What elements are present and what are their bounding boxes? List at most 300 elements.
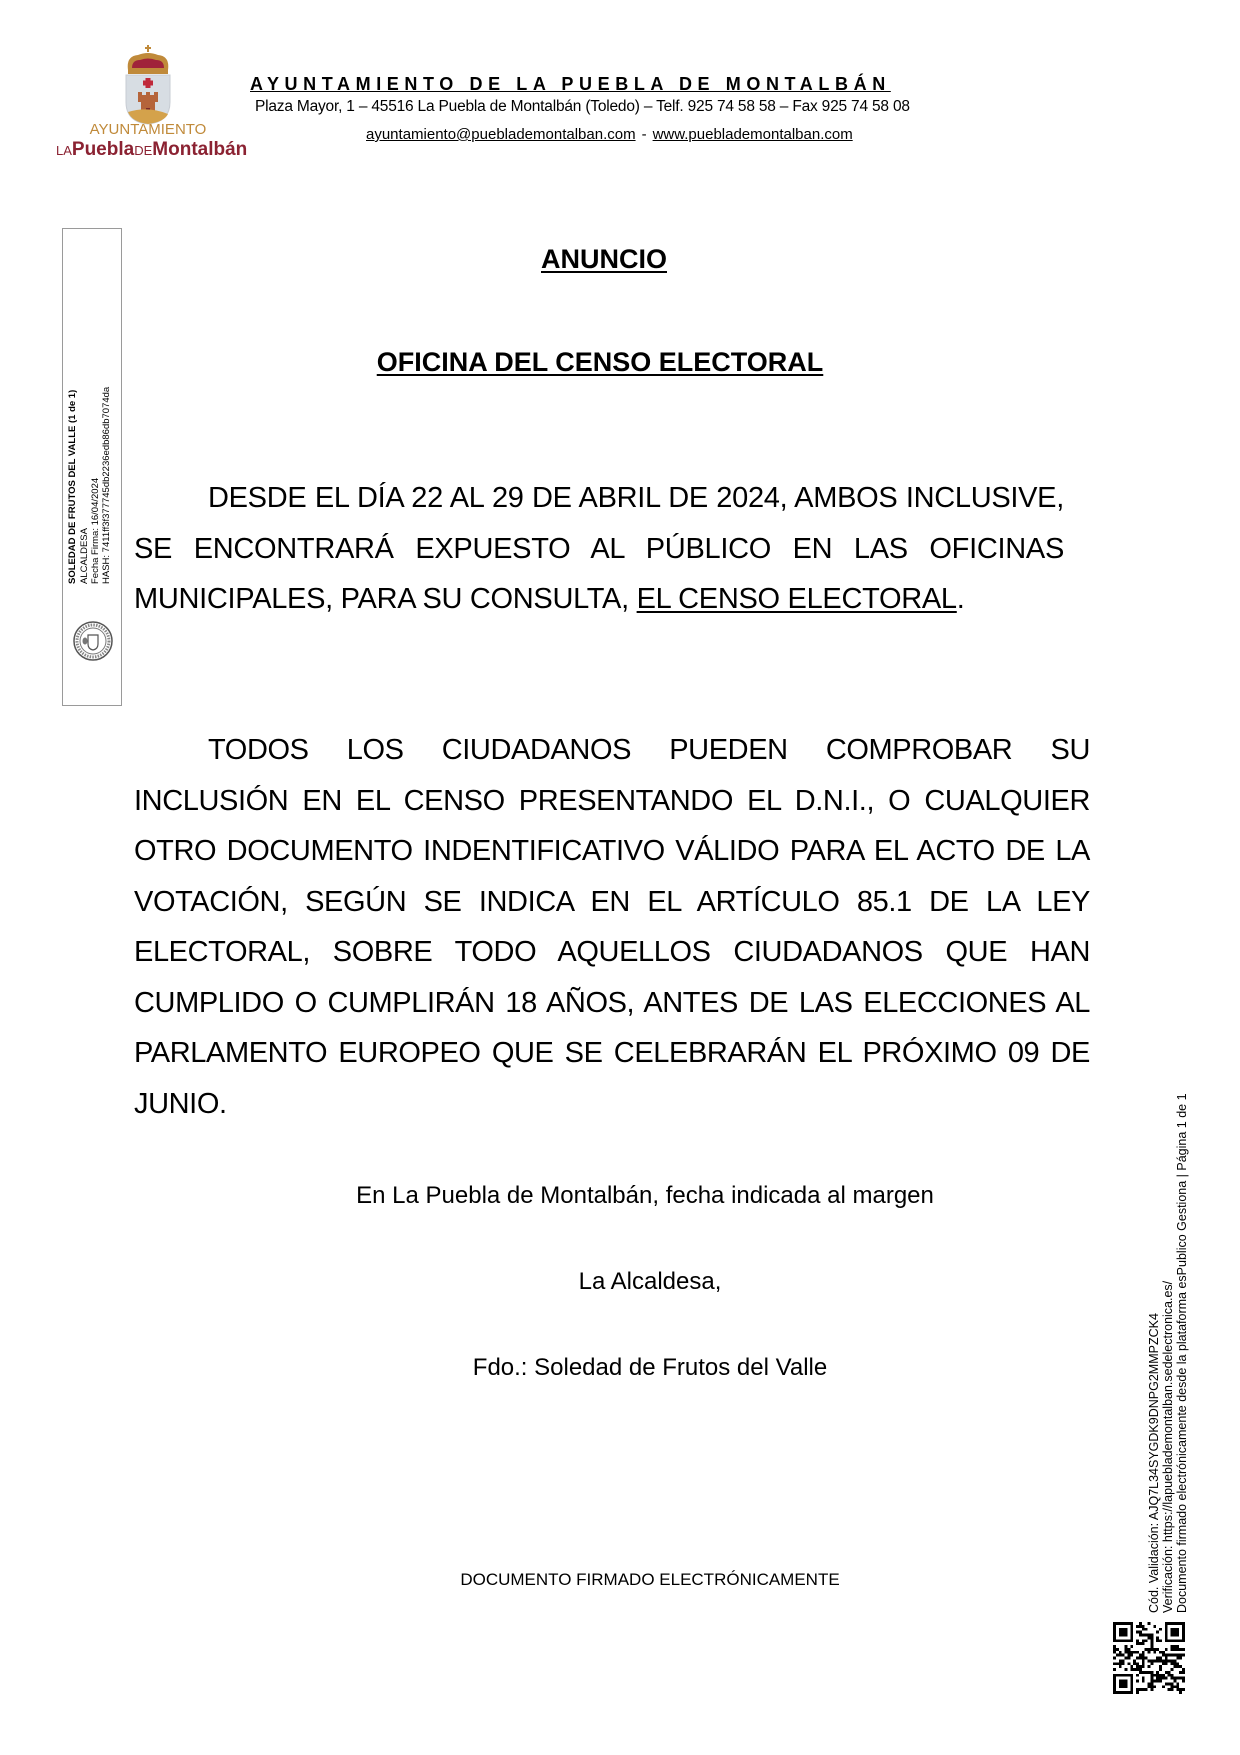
qr-module bbox=[1182, 1628, 1185, 1631]
qr-module bbox=[1113, 1680, 1116, 1683]
qr-module bbox=[1142, 1639, 1145, 1642]
municipal-seal-icon bbox=[72, 620, 114, 662]
qr-module bbox=[1125, 1622, 1128, 1625]
qr-module bbox=[1119, 1659, 1122, 1662]
qr-module bbox=[1125, 1691, 1128, 1694]
qr-module bbox=[1125, 1651, 1128, 1654]
qr-module bbox=[1173, 1631, 1176, 1634]
qr-module bbox=[1125, 1628, 1128, 1631]
qr-module bbox=[1130, 1682, 1133, 1685]
qr-module bbox=[1176, 1682, 1179, 1685]
qr-module bbox=[1136, 1680, 1139, 1683]
qr-module bbox=[1113, 1677, 1116, 1680]
qr-module bbox=[1145, 1688, 1148, 1691]
qr-module bbox=[1119, 1691, 1122, 1694]
qr-module bbox=[1182, 1648, 1185, 1651]
qr-module bbox=[1171, 1622, 1174, 1625]
qr-module bbox=[1168, 1659, 1171, 1662]
qr-module bbox=[1159, 1639, 1162, 1642]
qr-module bbox=[1130, 1691, 1133, 1694]
qr-module bbox=[1122, 1639, 1125, 1642]
qr-module bbox=[1130, 1636, 1133, 1639]
qr-module bbox=[1125, 1668, 1128, 1671]
qr-module bbox=[1116, 1662, 1119, 1665]
qr-module bbox=[1176, 1665, 1179, 1668]
qr-module bbox=[1148, 1682, 1151, 1685]
qr-module bbox=[1142, 1657, 1145, 1660]
qr-module bbox=[1113, 1662, 1116, 1665]
qr-module bbox=[1125, 1657, 1128, 1660]
letterhead-title: AYUNTAMIENTO DE LA PUEBLA DE MONTALBÁN bbox=[250, 74, 891, 94]
qr-module bbox=[1130, 1631, 1133, 1634]
qr-module bbox=[1182, 1677, 1185, 1680]
qr-module bbox=[1113, 1674, 1116, 1677]
qr-module bbox=[1148, 1622, 1151, 1625]
qr-module bbox=[1176, 1662, 1179, 1665]
qr-module bbox=[1148, 1651, 1151, 1654]
paragraph-text: TODOS LOS CIUDADANOS PUEDEN COMPROBAR SU INCLUSIÓN EN EL CENSO PRESENTANDO EL D.N.I., O CUALQUIER OTRO DOCUMENTO INDENTIFICATIVO VÁLIDO PARA EL ACTO DE LA VOTACIÓN, SEGÚN SE INDICA EN EL ARTÍCULO 85.1 DE LA LEY ELECTORAL, SOBRE TODO AQUELLOS CIUDADANOS QUE HAN CUMPLIDO O CUMPLIRÁN 18 AÑOS, ANTES DE LAS ELECCIONES AL PARLAMENTO EUROPEO QUE SE CELEBRARÁN EL PRÓXIMO 09 DE JUNIO. bbox=[134, 734, 1090, 1120]
qr-module bbox=[1136, 1662, 1139, 1665]
qr-module bbox=[1168, 1671, 1171, 1674]
paragraph-emphasis: EL CENSO ELECTORAL bbox=[636, 583, 957, 615]
qr-module bbox=[1176, 1657, 1179, 1660]
qr-module bbox=[1119, 1680, 1122, 1683]
qr-module bbox=[1130, 1645, 1133, 1648]
qr-module bbox=[1173, 1662, 1176, 1665]
qr-module bbox=[1168, 1639, 1171, 1642]
qr-module bbox=[1150, 1682, 1153, 1685]
qr-module bbox=[1179, 1677, 1182, 1680]
qr-module bbox=[1182, 1668, 1185, 1671]
qr-module bbox=[1150, 1634, 1153, 1637]
qr-module bbox=[1125, 1648, 1128, 1651]
qr-module bbox=[1182, 1680, 1185, 1683]
qr-module bbox=[1122, 1628, 1125, 1631]
qr-module bbox=[1156, 1636, 1159, 1639]
qr-module bbox=[1168, 1622, 1171, 1625]
qr-module bbox=[1150, 1645, 1153, 1648]
qr-module bbox=[1171, 1639, 1174, 1642]
qr-module bbox=[1136, 1651, 1139, 1654]
qr-module bbox=[1162, 1651, 1165, 1654]
qr-module bbox=[1116, 1654, 1119, 1657]
qr-module bbox=[1113, 1631, 1116, 1634]
qr-module bbox=[1130, 1665, 1133, 1668]
qr-module bbox=[1142, 1677, 1145, 1680]
qr-module bbox=[1113, 1668, 1116, 1671]
qr-module bbox=[1113, 1688, 1116, 1691]
logo-text-part: LA bbox=[56, 143, 72, 158]
qr-module bbox=[1153, 1625, 1156, 1628]
qr-module bbox=[1150, 1648, 1153, 1651]
qr-module bbox=[1162, 1677, 1165, 1680]
qr-module bbox=[1173, 1665, 1176, 1668]
qr-module bbox=[1125, 1645, 1128, 1648]
qr-module bbox=[1150, 1688, 1153, 1691]
qr-module bbox=[1139, 1642, 1142, 1645]
qr-module bbox=[1136, 1625, 1139, 1628]
closing-signature: Fdo.: Soledad de Frutos del Valle bbox=[472, 1354, 828, 1381]
qr-module bbox=[1173, 1680, 1176, 1683]
qr-module bbox=[1127, 1654, 1130, 1657]
qr-module bbox=[1148, 1671, 1151, 1674]
qr-module bbox=[1139, 1622, 1142, 1625]
qr-module bbox=[1127, 1639, 1130, 1642]
qr-module bbox=[1156, 1639, 1159, 1642]
qr-module bbox=[1139, 1634, 1142, 1637]
qr-code-icon[interactable] bbox=[1113, 1622, 1185, 1694]
signer-name: SOLEDAD DE FRUTOS DEL VALLE (1 de 1) bbox=[67, 389, 78, 584]
qr-module bbox=[1162, 1674, 1165, 1677]
qr-module bbox=[1127, 1674, 1130, 1677]
qr-module bbox=[1127, 1662, 1130, 1665]
logo-text-part: DE bbox=[134, 143, 153, 158]
qr-module bbox=[1127, 1657, 1130, 1660]
qr-module bbox=[1165, 1662, 1168, 1665]
qr-module bbox=[1150, 1671, 1153, 1674]
qr-module bbox=[1165, 1636, 1168, 1639]
qr-module bbox=[1127, 1648, 1130, 1651]
qr-module bbox=[1130, 1668, 1133, 1671]
qr-module bbox=[1136, 1639, 1139, 1642]
qr-module bbox=[1116, 1639, 1119, 1642]
qr-module bbox=[1148, 1659, 1151, 1662]
document-subtitle bbox=[0, 347, 1200, 378]
closing-role: La Alcaldesa, bbox=[578, 1268, 722, 1295]
letterhead-address: Plaza Mayor, 1 – 45516 La Puebla de Montalbán (Toledo) – Telf. 925 74 58 58 – Fax 925 74 58 08 bbox=[255, 98, 910, 115]
qr-module bbox=[1182, 1688, 1185, 1691]
qr-module bbox=[1153, 1659, 1156, 1662]
qr-module bbox=[1113, 1651, 1116, 1654]
qr-module bbox=[1122, 1631, 1125, 1634]
qr-module bbox=[1139, 1631, 1142, 1634]
qr-module bbox=[1113, 1648, 1116, 1651]
qr-module bbox=[1142, 1671, 1145, 1674]
logo-text-ayuntamiento: AYUNTAMIENTO bbox=[89, 121, 207, 138]
qr-module bbox=[1173, 1628, 1176, 1631]
qr-module bbox=[1136, 1657, 1139, 1660]
qr-module bbox=[1113, 1645, 1116, 1648]
paragraph-exposure bbox=[134, 473, 1064, 625]
qr-module bbox=[1150, 1677, 1153, 1680]
qr-module bbox=[1125, 1639, 1128, 1642]
qr-module bbox=[1182, 1671, 1185, 1674]
qr-module bbox=[1122, 1634, 1125, 1637]
qr-module bbox=[1173, 1654, 1176, 1657]
qr-module bbox=[1142, 1654, 1145, 1657]
qr-module bbox=[1136, 1674, 1139, 1677]
qr-module bbox=[1130, 1634, 1133, 1637]
qr-module bbox=[1173, 1677, 1176, 1680]
qr-module bbox=[1171, 1682, 1174, 1685]
qr-module bbox=[1150, 1680, 1153, 1683]
qr-module bbox=[1142, 1628, 1145, 1631]
qr-module bbox=[1113, 1639, 1116, 1642]
signer-role: ALCALDESA bbox=[79, 528, 90, 584]
paragraph-text: DESDE EL DÍA 22 AL 29 DE ABRIL DE 2024, AMBOS INCLUSIVE, SE ENCONTRARÁ EXPUESTO AL PÚBLICO EN LAS OFICINAS MUNICIPALES, PARA SU CONSULTA, bbox=[134, 482, 1064, 615]
qr-module bbox=[1125, 1680, 1128, 1683]
qr-module bbox=[1162, 1654, 1165, 1657]
qr-module bbox=[1182, 1636, 1185, 1639]
qr-module bbox=[1122, 1674, 1125, 1677]
qr-module bbox=[1176, 1688, 1179, 1691]
qr-module bbox=[1119, 1631, 1122, 1634]
qr-module bbox=[1176, 1639, 1179, 1642]
qr-module bbox=[1133, 1659, 1136, 1662]
qr-module bbox=[1162, 1662, 1165, 1665]
qr-module bbox=[1182, 1654, 1185, 1657]
qr-module bbox=[1159, 1677, 1162, 1680]
document-subtitle-text: OFICINA DEL CENSO ELECTORAL bbox=[376, 347, 824, 377]
qr-module bbox=[1119, 1665, 1122, 1668]
qr-module bbox=[1130, 1625, 1133, 1628]
qr-module bbox=[1145, 1671, 1148, 1674]
qr-module bbox=[1179, 1671, 1182, 1674]
qr-module bbox=[1139, 1657, 1142, 1660]
qr-module bbox=[1171, 1628, 1174, 1631]
platform-note: Documento firmado electrónicamente desde la plataforma esPublico Gestiona | Página 1 de 1 bbox=[1175, 1093, 1189, 1613]
qr-module bbox=[1165, 1659, 1168, 1662]
qr-module bbox=[1176, 1631, 1179, 1634]
qr-module bbox=[1145, 1639, 1148, 1642]
qr-module bbox=[1156, 1680, 1159, 1683]
qr-module bbox=[1150, 1636, 1153, 1639]
qr-module bbox=[1156, 1657, 1159, 1660]
email-link[interactable]: ayuntamiento@pueblademontalban.com bbox=[366, 126, 636, 143]
qr-module bbox=[1145, 1634, 1148, 1637]
qr-module bbox=[1148, 1685, 1151, 1688]
qr-module bbox=[1171, 1662, 1174, 1665]
qr-module bbox=[1179, 1622, 1182, 1625]
qr-module bbox=[1171, 1631, 1174, 1634]
document-title-text: ANUNCIO bbox=[541, 244, 667, 274]
qr-module bbox=[1179, 1665, 1182, 1668]
qr-module bbox=[1176, 1645, 1179, 1648]
qr-module bbox=[1113, 1622, 1116, 1625]
qr-module bbox=[1142, 1680, 1145, 1683]
qr-module bbox=[1148, 1648, 1151, 1651]
qr-module bbox=[1150, 1674, 1153, 1677]
qr-module bbox=[1173, 1645, 1176, 1648]
qr-module bbox=[1125, 1685, 1128, 1688]
qr-module bbox=[1179, 1654, 1182, 1657]
qr-module bbox=[1165, 1625, 1168, 1628]
qr-module bbox=[1127, 1622, 1130, 1625]
qr-module bbox=[1179, 1657, 1182, 1660]
validation-code: Cód. Validación: AJQ7L34SYGDK9DNPG2MMPZCK4 bbox=[1147, 1313, 1161, 1613]
qr-module bbox=[1150, 1685, 1153, 1688]
qr-module bbox=[1171, 1659, 1174, 1662]
qr-module bbox=[1176, 1628, 1179, 1631]
qr-module bbox=[1136, 1631, 1139, 1634]
qr-module bbox=[1142, 1625, 1145, 1628]
qr-module bbox=[1113, 1628, 1116, 1631]
qr-module bbox=[1171, 1668, 1174, 1671]
qr-module bbox=[1179, 1691, 1182, 1694]
qr-module bbox=[1162, 1685, 1165, 1688]
qr-module bbox=[1165, 1634, 1168, 1637]
qr-module bbox=[1136, 1668, 1139, 1671]
qr-module bbox=[1119, 1654, 1122, 1657]
qr-module bbox=[1182, 1625, 1185, 1628]
qr-module bbox=[1130, 1674, 1133, 1677]
qr-module bbox=[1136, 1642, 1139, 1645]
qr-module bbox=[1165, 1631, 1168, 1634]
qr-module bbox=[1119, 1622, 1122, 1625]
qr-module bbox=[1171, 1677, 1174, 1680]
qr-module bbox=[1150, 1659, 1153, 1662]
qr-module bbox=[1182, 1639, 1185, 1642]
qr-module bbox=[1142, 1651, 1145, 1654]
qr-module bbox=[1119, 1674, 1122, 1677]
qr-module bbox=[1116, 1674, 1119, 1677]
qr-module bbox=[1119, 1651, 1122, 1654]
document-title bbox=[0, 244, 1208, 275]
qr-module bbox=[1165, 1628, 1168, 1631]
qr-module bbox=[1179, 1648, 1182, 1651]
qr-module bbox=[1171, 1654, 1174, 1657]
qr-module bbox=[1159, 1659, 1162, 1662]
qr-module bbox=[1173, 1634, 1176, 1637]
qr-module bbox=[1125, 1682, 1128, 1685]
qr-module bbox=[1159, 1651, 1162, 1654]
qr-module bbox=[1113, 1691, 1116, 1694]
letterhead-contact bbox=[366, 126, 853, 143]
contact-separator: - bbox=[641, 126, 647, 143]
qr-module bbox=[1148, 1634, 1151, 1637]
qr-module bbox=[1156, 1674, 1159, 1677]
qr-module bbox=[1127, 1691, 1130, 1694]
qr-module bbox=[1122, 1662, 1125, 1665]
qr-module bbox=[1156, 1659, 1159, 1662]
qr-module bbox=[1119, 1634, 1122, 1637]
qr-module bbox=[1165, 1682, 1168, 1685]
qr-module bbox=[1150, 1642, 1153, 1645]
qr-module bbox=[1130, 1680, 1133, 1683]
website-link[interactable]: www.pueblademontalban.com bbox=[652, 126, 853, 143]
qr-module bbox=[1130, 1622, 1133, 1625]
qr-module bbox=[1122, 1654, 1125, 1657]
qr-module bbox=[1182, 1622, 1185, 1625]
qr-module bbox=[1171, 1685, 1174, 1688]
qr-module bbox=[1125, 1634, 1128, 1637]
qr-module bbox=[1165, 1654, 1168, 1657]
qr-module bbox=[1113, 1634, 1116, 1637]
qr-module bbox=[1165, 1622, 1168, 1625]
qr-module bbox=[1171, 1688, 1174, 1691]
qr-module bbox=[1153, 1648, 1156, 1651]
qr-module bbox=[1136, 1688, 1139, 1691]
qr-module bbox=[1119, 1662, 1122, 1665]
logo-text-part: Puebla bbox=[71, 139, 135, 160]
qr-module bbox=[1119, 1639, 1122, 1642]
qr-module bbox=[1168, 1688, 1171, 1691]
qr-module bbox=[1168, 1674, 1171, 1677]
qr-module bbox=[1159, 1628, 1162, 1631]
qr-module bbox=[1179, 1639, 1182, 1642]
qr-module bbox=[1168, 1682, 1171, 1685]
qr-module bbox=[1153, 1651, 1156, 1654]
qr-module bbox=[1145, 1628, 1148, 1631]
qr-module bbox=[1176, 1622, 1179, 1625]
qr-module bbox=[1165, 1639, 1168, 1642]
qr-module bbox=[1156, 1671, 1159, 1674]
qr-module bbox=[1116, 1622, 1119, 1625]
qr-module bbox=[1139, 1671, 1142, 1674]
qr-module bbox=[1116, 1691, 1119, 1694]
qr-module bbox=[1148, 1665, 1151, 1668]
qr-module bbox=[1179, 1688, 1182, 1691]
qr-module bbox=[1148, 1636, 1151, 1639]
qr-module bbox=[1113, 1657, 1116, 1660]
signature-hash: HASH: 7411ff3f377745db2236edb86db7074da bbox=[101, 386, 112, 584]
qr-module bbox=[1122, 1659, 1125, 1662]
qr-module bbox=[1136, 1691, 1139, 1694]
qr-module bbox=[1113, 1685, 1116, 1688]
qr-module bbox=[1176, 1634, 1179, 1637]
qr-module bbox=[1182, 1631, 1185, 1634]
qr-module bbox=[1176, 1677, 1179, 1680]
qr-module bbox=[1171, 1634, 1174, 1637]
qr-module bbox=[1176, 1648, 1179, 1651]
qr-module bbox=[1142, 1642, 1145, 1645]
qr-module bbox=[1173, 1659, 1176, 1662]
qr-module bbox=[1139, 1668, 1142, 1671]
closing-place: En La Puebla de Montalbán, fecha indicada al margen bbox=[356, 1182, 934, 1209]
qr-module bbox=[1165, 1657, 1168, 1660]
qr-module bbox=[1145, 1648, 1148, 1651]
logo-text-part: Montalbán bbox=[152, 139, 248, 160]
qr-module bbox=[1130, 1639, 1133, 1642]
qr-module bbox=[1127, 1651, 1130, 1654]
qr-module bbox=[1130, 1685, 1133, 1688]
logo-text-town bbox=[56, 139, 248, 161]
qr-module bbox=[1139, 1654, 1142, 1657]
qr-module bbox=[1171, 1645, 1174, 1648]
qr-module bbox=[1145, 1657, 1148, 1660]
qr-module bbox=[1133, 1651, 1136, 1654]
qr-module bbox=[1159, 1668, 1162, 1671]
qr-module bbox=[1159, 1657, 1162, 1660]
qr-module bbox=[1150, 1639, 1153, 1642]
qr-module bbox=[1125, 1631, 1128, 1634]
qr-module bbox=[1125, 1674, 1128, 1677]
qr-module bbox=[1159, 1680, 1162, 1683]
qr-module bbox=[1136, 1665, 1139, 1668]
qr-module bbox=[1133, 1662, 1136, 1665]
qr-module bbox=[1173, 1622, 1176, 1625]
electronic-signature-note: DOCUMENTO FIRMADO ELECTRÓNICAMENTE bbox=[460, 1570, 840, 1589]
crown-icon bbox=[128, 45, 169, 74]
qr-module bbox=[1142, 1688, 1145, 1691]
qr-module bbox=[1150, 1662, 1153, 1665]
qr-module bbox=[1130, 1654, 1133, 1657]
qr-module bbox=[1156, 1677, 1159, 1680]
qr-module bbox=[1119, 1685, 1122, 1688]
qr-module bbox=[1122, 1622, 1125, 1625]
qr-module bbox=[1165, 1677, 1168, 1680]
qr-module bbox=[1162, 1659, 1165, 1662]
qr-module bbox=[1122, 1691, 1125, 1694]
qr-module bbox=[1168, 1654, 1171, 1657]
qr-module bbox=[1171, 1648, 1174, 1651]
qr-module bbox=[1142, 1659, 1145, 1662]
qr-module bbox=[1119, 1682, 1122, 1685]
qr-module bbox=[1130, 1677, 1133, 1680]
qr-module bbox=[1153, 1685, 1156, 1688]
qr-module bbox=[1130, 1688, 1133, 1691]
verification-url[interactable]: Verificación: https://lapueblademontalban.sedelectronica.es/ bbox=[1161, 1280, 1175, 1613]
